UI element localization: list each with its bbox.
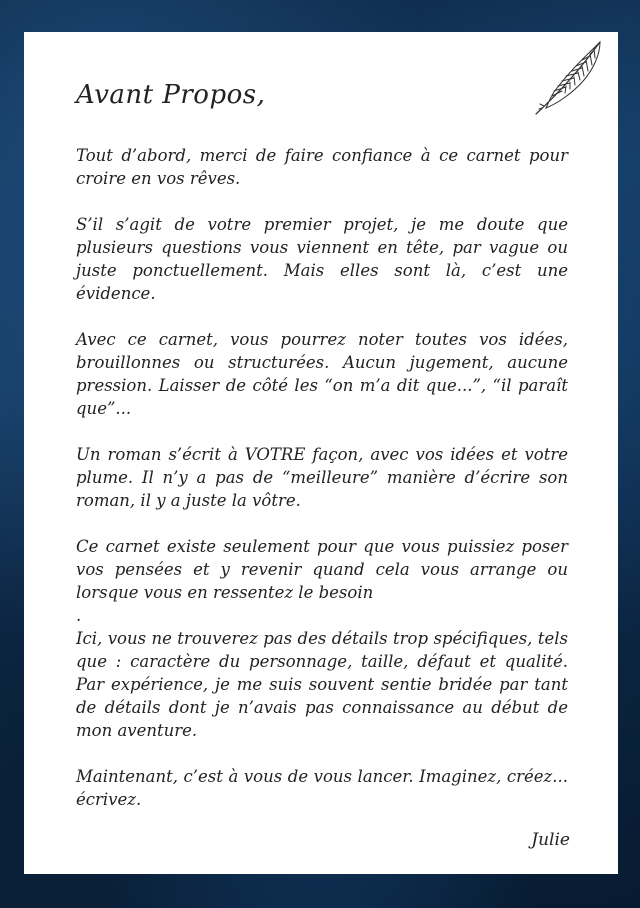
paragraph-1: Tout d’abord, merci de faire confiance à ce carnet pour croire en vos rêves. (76, 146, 568, 188)
paragraph-7: Maintenant, c’est à vous de vous lancer. Imaginez, créez... écrivez. (76, 767, 568, 809)
paragraph-5: Ce carnet existe seulement pour que vous puissiez poser vos pensées et y revenir quand cela vous arrange ou lorsque vous en ressentez le besoin (76, 537, 568, 602)
feather-icon (532, 38, 606, 118)
body-text (76, 144, 568, 834)
paragraph-3: Avec ce carnet, vous pourrez noter toutes vos idées, brouillonnes ou structurées. Aucun jugement, aucune pression. Laisser de côté les “on m’a dit que...”, “il paraît que”... (76, 330, 568, 418)
signature: Julie (531, 830, 570, 850)
page-title: Avant Propos, (76, 80, 266, 110)
paragraph-4: Un roman s’écrit à VOTRE façon, avec vos idées et votre plume. Il n’y a pas de “meilleure” manière d’écrire son roman, il y a juste la vôtre. (76, 445, 568, 510)
paragraph-6: Ici, vous ne trouverez pas des détails trop spécifiques, tels que : caractère du personnage, taille, défaut et qualité. Par expérience, je me suis souvent sentie bridée par tant de détails dont je n’avais pas connaissance au début de mon aventure. (76, 629, 568, 740)
document-page (24, 32, 618, 874)
paragraph-2: S’il s’agit de votre premier projet, je me doute que plusieurs questions vous viennent en tête, par vague ou juste ponctuellement. Mais elles sont là, c’est une évidence. (76, 215, 568, 303)
stray-period: . (76, 606, 82, 625)
